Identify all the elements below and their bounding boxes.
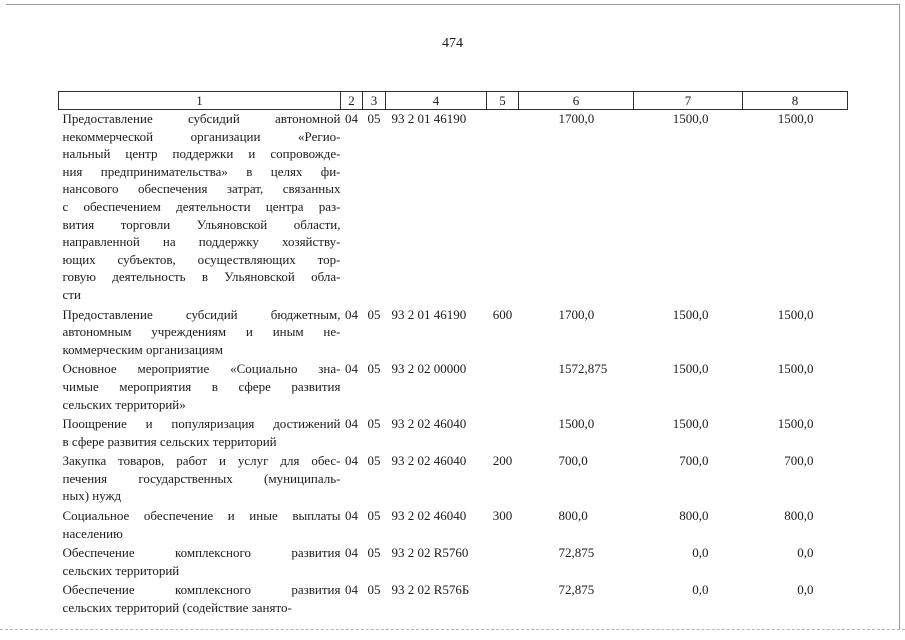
- amount-col7-cell: 1500,0: [672, 361, 709, 377]
- row-name-line: в сфере развития сельских территорий: [62, 433, 277, 449]
- column-header: 8: [743, 92, 848, 110]
- table-row: [59, 360, 848, 415]
- section-code-cell: 04: [345, 508, 358, 524]
- budget-table: [58, 91, 848, 619]
- target-article-cell: 93 2 02 R5760: [391, 545, 469, 561]
- row-name-cell: [59, 544, 341, 581]
- target-article-cell: 93 2 02 00000: [391, 361, 467, 377]
- row-name-line: говую деятельность в Ульяновской обла-: [62, 269, 341, 285]
- expense-type-cell: [487, 581, 519, 618]
- amount-col8-cell: 0,0: [797, 582, 814, 598]
- row-name-cell: [59, 415, 341, 452]
- amount-col6-cell: 1700,0: [558, 111, 595, 126]
- section-code-cell: 04: [345, 361, 358, 377]
- row-name-line: Закупка товаров, работ и услуг для обес-: [62, 453, 341, 469]
- expense-type-cell: [487, 544, 519, 581]
- amount-col8-cell: 700,0: [784, 453, 814, 469]
- table-row: [59, 581, 848, 618]
- amount-col6-cell: 1500,0: [558, 416, 595, 432]
- amount-col6-cell: 800,0: [558, 508, 588, 524]
- table-row: [59, 507, 848, 544]
- expense-type-cell: 600: [492, 306, 513, 322]
- column-header: 6: [519, 92, 634, 110]
- section-code-cell: 04: [345, 545, 358, 561]
- row-name-cell: [59, 360, 341, 415]
- section-code-cell: 04: [345, 111, 358, 126]
- section-code-cell: 04: [345, 582, 358, 598]
- amount-col8-cell: 1500,0: [777, 306, 814, 322]
- subsection-code-cell: 05: [367, 416, 381, 432]
- table-row: [59, 452, 848, 507]
- expense-type-cell: [487, 360, 519, 415]
- row-name-line: Основное мероприятие «Социально зна-: [62, 361, 341, 377]
- table-row: [59, 306, 848, 361]
- row-name-line: ния предпринимательства» в целях фи-: [62, 163, 341, 179]
- amount-col6-cell: 700,0: [558, 453, 588, 469]
- row-name-line: Предоставление субсидий бюджетным,: [62, 306, 341, 322]
- table-body: [59, 110, 848, 619]
- subsection-code-cell: 05: [367, 306, 381, 322]
- section-code-cell: 04: [345, 416, 358, 432]
- target-article-cell: 93 2 01 46190: [391, 111, 467, 126]
- row-name-line: ных) нужд: [62, 488, 122, 504]
- row-name-line: сельских территорий»: [62, 396, 186, 412]
- column-header: 4: [386, 92, 487, 110]
- row-name-cell: [59, 581, 341, 618]
- row-name-line: Социальное обеспечение и иные выплаты: [62, 508, 341, 524]
- row-name-line: направленной на поддержку хозяйству-: [62, 234, 341, 250]
- row-name-cell: [59, 452, 341, 507]
- subsection-code-cell: 05: [367, 508, 381, 524]
- row-name-line: нальный центр поддержки и сопровожде-: [62, 146, 341, 162]
- row-name-line: с обеспечением деятельности центра раз-: [62, 198, 341, 214]
- column-header: 2: [341, 92, 363, 110]
- table-row: [59, 415, 848, 452]
- amount-col6-cell: 1572,875: [558, 361, 608, 377]
- amount-col8-cell: 1500,0: [777, 361, 814, 377]
- amount-col7-cell: 800,0: [679, 508, 709, 524]
- row-name-line: сельских территорий: [62, 562, 180, 578]
- amount-col6-cell: 72,875: [558, 545, 595, 561]
- section-code-cell: 04: [345, 306, 358, 322]
- amount-col7-cell: 700,0: [679, 453, 709, 469]
- header-row: [59, 92, 848, 110]
- row-name-line: сельских территорий (содействие занято-: [62, 600, 292, 616]
- row-name-line: автономным учреждениям и иным не-: [62, 324, 341, 340]
- row-name-cell: [59, 110, 341, 306]
- row-name-line: нансового обеспечения затрат, связанных: [62, 181, 341, 197]
- row-name-line: сти: [62, 286, 81, 302]
- subsection-code-cell: 05: [367, 582, 381, 598]
- row-name-line: Обеспечение комплексного развития: [62, 545, 341, 561]
- subsection-code-cell: 05: [367, 453, 381, 469]
- expense-type-cell: 200: [492, 453, 513, 469]
- table-row: [59, 110, 848, 306]
- subsection-code-cell: 05: [367, 361, 381, 377]
- amount-col6-cell: 72,875: [558, 582, 595, 598]
- row-name-line: Предоставление субсидий автономной: [62, 111, 341, 126]
- target-article-cell: 93 2 01 46190: [391, 306, 467, 322]
- row-name-line: печения государственных (муниципаль-: [62, 470, 341, 486]
- amount-col8-cell: 0,0: [797, 545, 814, 561]
- expense-type-cell: 300: [492, 508, 513, 524]
- row-name-line: населению: [62, 525, 123, 541]
- table-row: [59, 544, 848, 581]
- subsection-code-cell: 05: [367, 545, 381, 561]
- target-article-cell: 93 2 02 R576Б: [391, 582, 470, 598]
- expense-type-cell: [487, 110, 519, 306]
- page-bottom-edge: [0, 629, 905, 630]
- amount-col7-cell: 1500,0: [672, 416, 709, 432]
- subsection-code-cell: 05: [367, 111, 381, 126]
- row-name-line: Поощрение и популяризация достижений: [62, 416, 341, 432]
- row-name-cell: [59, 507, 341, 544]
- amount-col8-cell: 1500,0: [777, 416, 814, 432]
- page-number: 474: [442, 36, 463, 51]
- amount-col7-cell: 1500,0: [672, 306, 709, 322]
- column-header: 1: [59, 92, 341, 110]
- row-name-cell: [59, 306, 341, 361]
- target-article-cell: 93 2 02 46040: [391, 508, 467, 524]
- row-name-line: ющих субъектов, осуществляющих тор-: [62, 251, 341, 267]
- column-header: 7: [634, 92, 743, 110]
- row-name-line: чимые мероприятия в сфере развития: [62, 378, 341, 394]
- amount-col8-cell: 800,0: [784, 508, 814, 524]
- row-name-line: вития торговли Ульяновской области,: [62, 216, 341, 232]
- row-name-line: некоммерческой организации «Регио-: [62, 128, 341, 144]
- amount-col7-cell: 0,0: [692, 582, 709, 598]
- amount-col8-cell: 1500,0: [777, 111, 814, 126]
- column-header: 5: [487, 92, 519, 110]
- row-name-line: Обеспечение комплексного развития: [62, 582, 341, 598]
- section-code-cell: 04: [345, 453, 358, 469]
- column-header: 3: [363, 92, 386, 110]
- row-name-line: коммерческим организациям: [62, 341, 224, 357]
- expense-type-cell: [487, 415, 519, 452]
- amount-col7-cell: 1500,0: [672, 111, 709, 126]
- target-article-cell: 93 2 02 46040: [391, 453, 467, 469]
- amount-col7-cell: 0,0: [692, 545, 709, 561]
- amount-col6-cell: 1700,0: [558, 306, 595, 322]
- target-article-cell: 93 2 02 46040: [391, 416, 467, 432]
